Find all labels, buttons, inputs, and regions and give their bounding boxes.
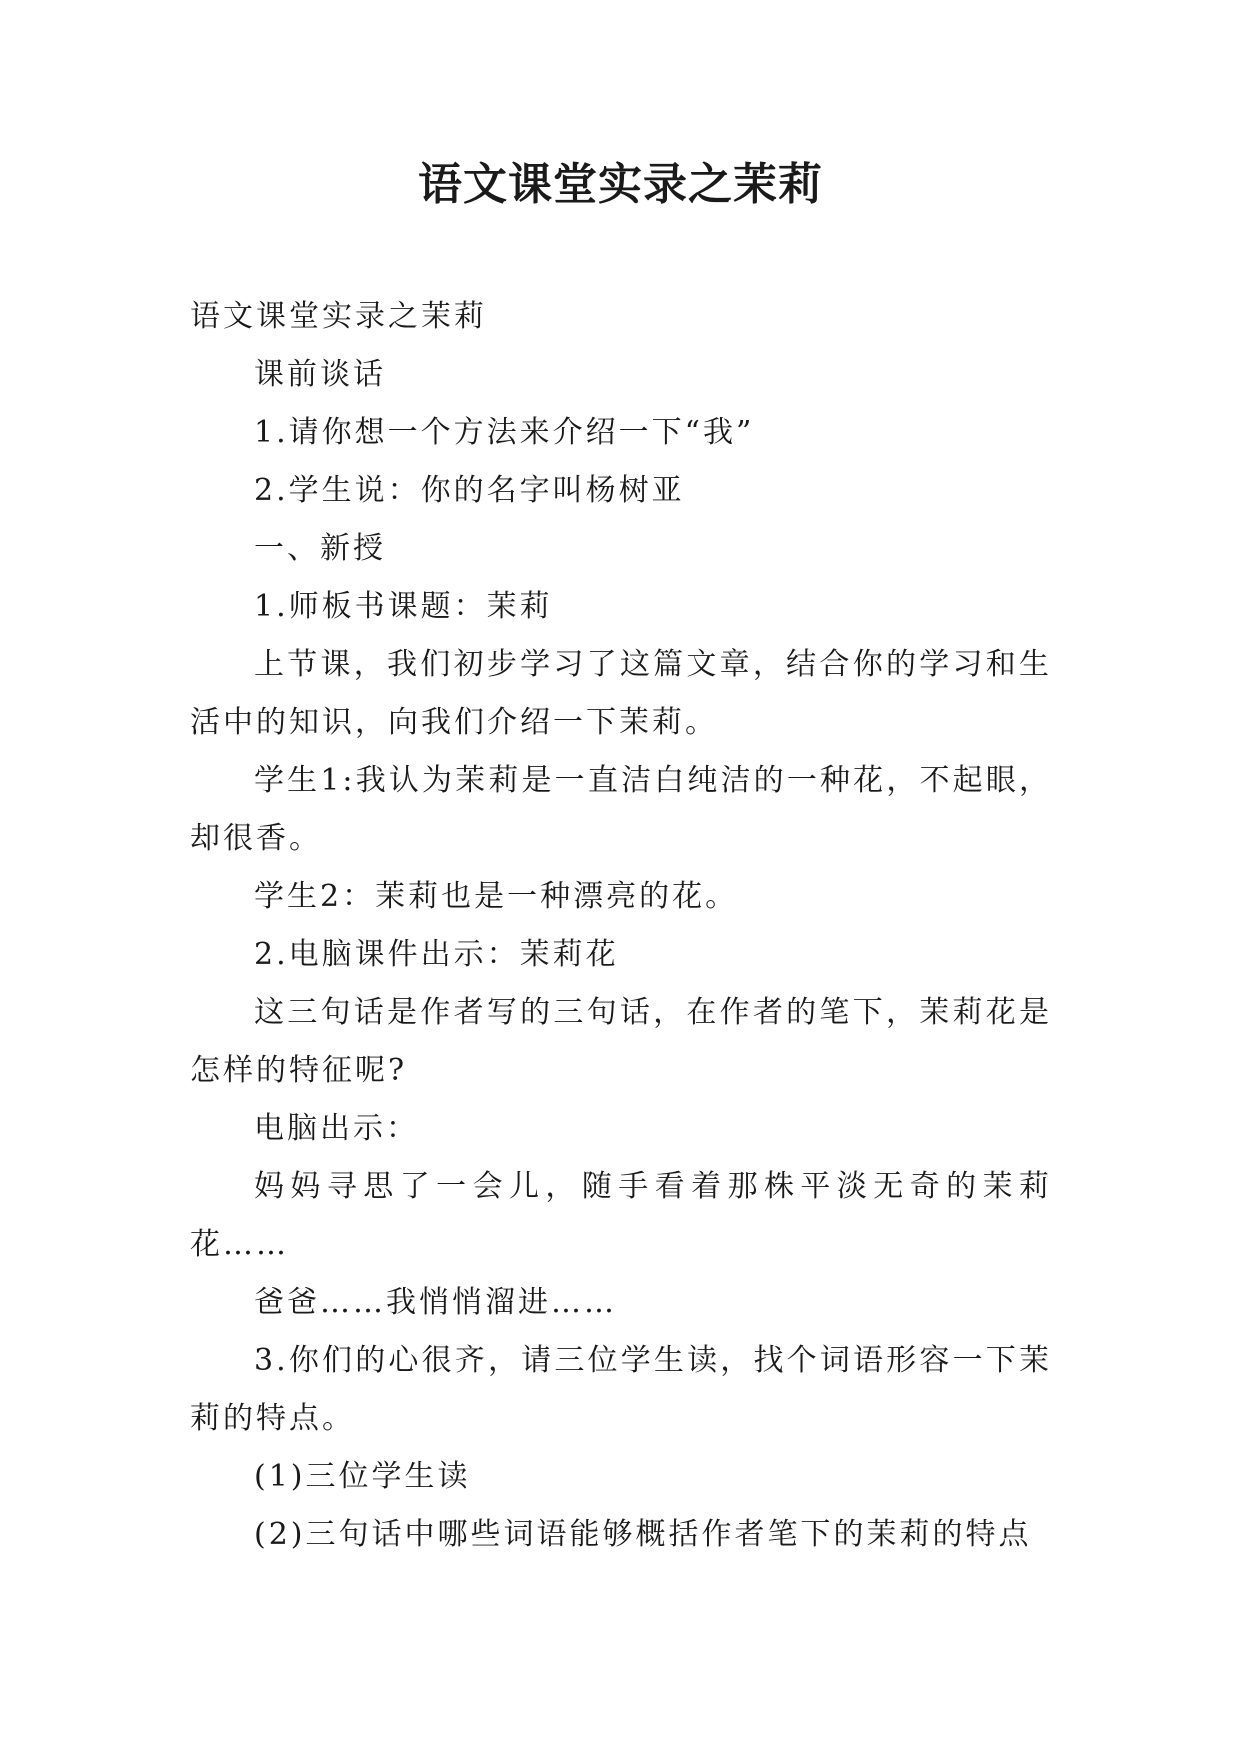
document-title: 语文课堂实录之茉莉 (418, 159, 823, 210)
paragraph: 2.电脑课件出示：茉莉花 (254, 937, 619, 972)
paragraph: 爸爸……我悄悄溜进…… (254, 1285, 617, 1320)
document-body (190, 288, 1052, 1564)
paragraph: 3.你们的心很齐，请三位学生读，找个词语形容一下茉莉的特点。 (190, 1343, 1052, 1436)
paragraph: 语文课堂实录之茉莉 (190, 299, 487, 334)
paragraph: 学生2：茉莉也是一种漂亮的花。 (254, 879, 739, 914)
paragraph: 电脑出示： (254, 1111, 419, 1146)
paragraph: 上节课，我们初步学习了这篇文章，结合你的学习和生活中的知识，向我们介绍一下茉莉。 (190, 647, 1052, 740)
paragraph: 学生1:我认为茉莉是一直洁白纯洁的一种花，不起眼，却很香。 (190, 763, 1052, 856)
paragraph: 课前谈话 (254, 357, 386, 392)
paragraph: (1)三位学生读 (254, 1459, 471, 1494)
paragraph: 这三句话是作者写的三句话，在作者的笔下，茉莉花是怎样的特征呢? (190, 995, 1052, 1088)
paragraph: 2.学生说：你的名字叫杨树亚 (254, 473, 685, 508)
paragraph: 1.师板书课题：茉莉 (254, 589, 553, 624)
paragraph: (2)三句话中哪些词语能够概括作者笔下的茉莉的特点 (254, 1517, 1032, 1552)
paragraph: 一、新授 (254, 531, 386, 566)
paragraph: 妈妈寻思了一会儿，随手看着那株平淡无奇的茉莉花…… (190, 1169, 1052, 1262)
paragraph: 1.请你想一个方法来介绍一下“我” (254, 415, 755, 450)
